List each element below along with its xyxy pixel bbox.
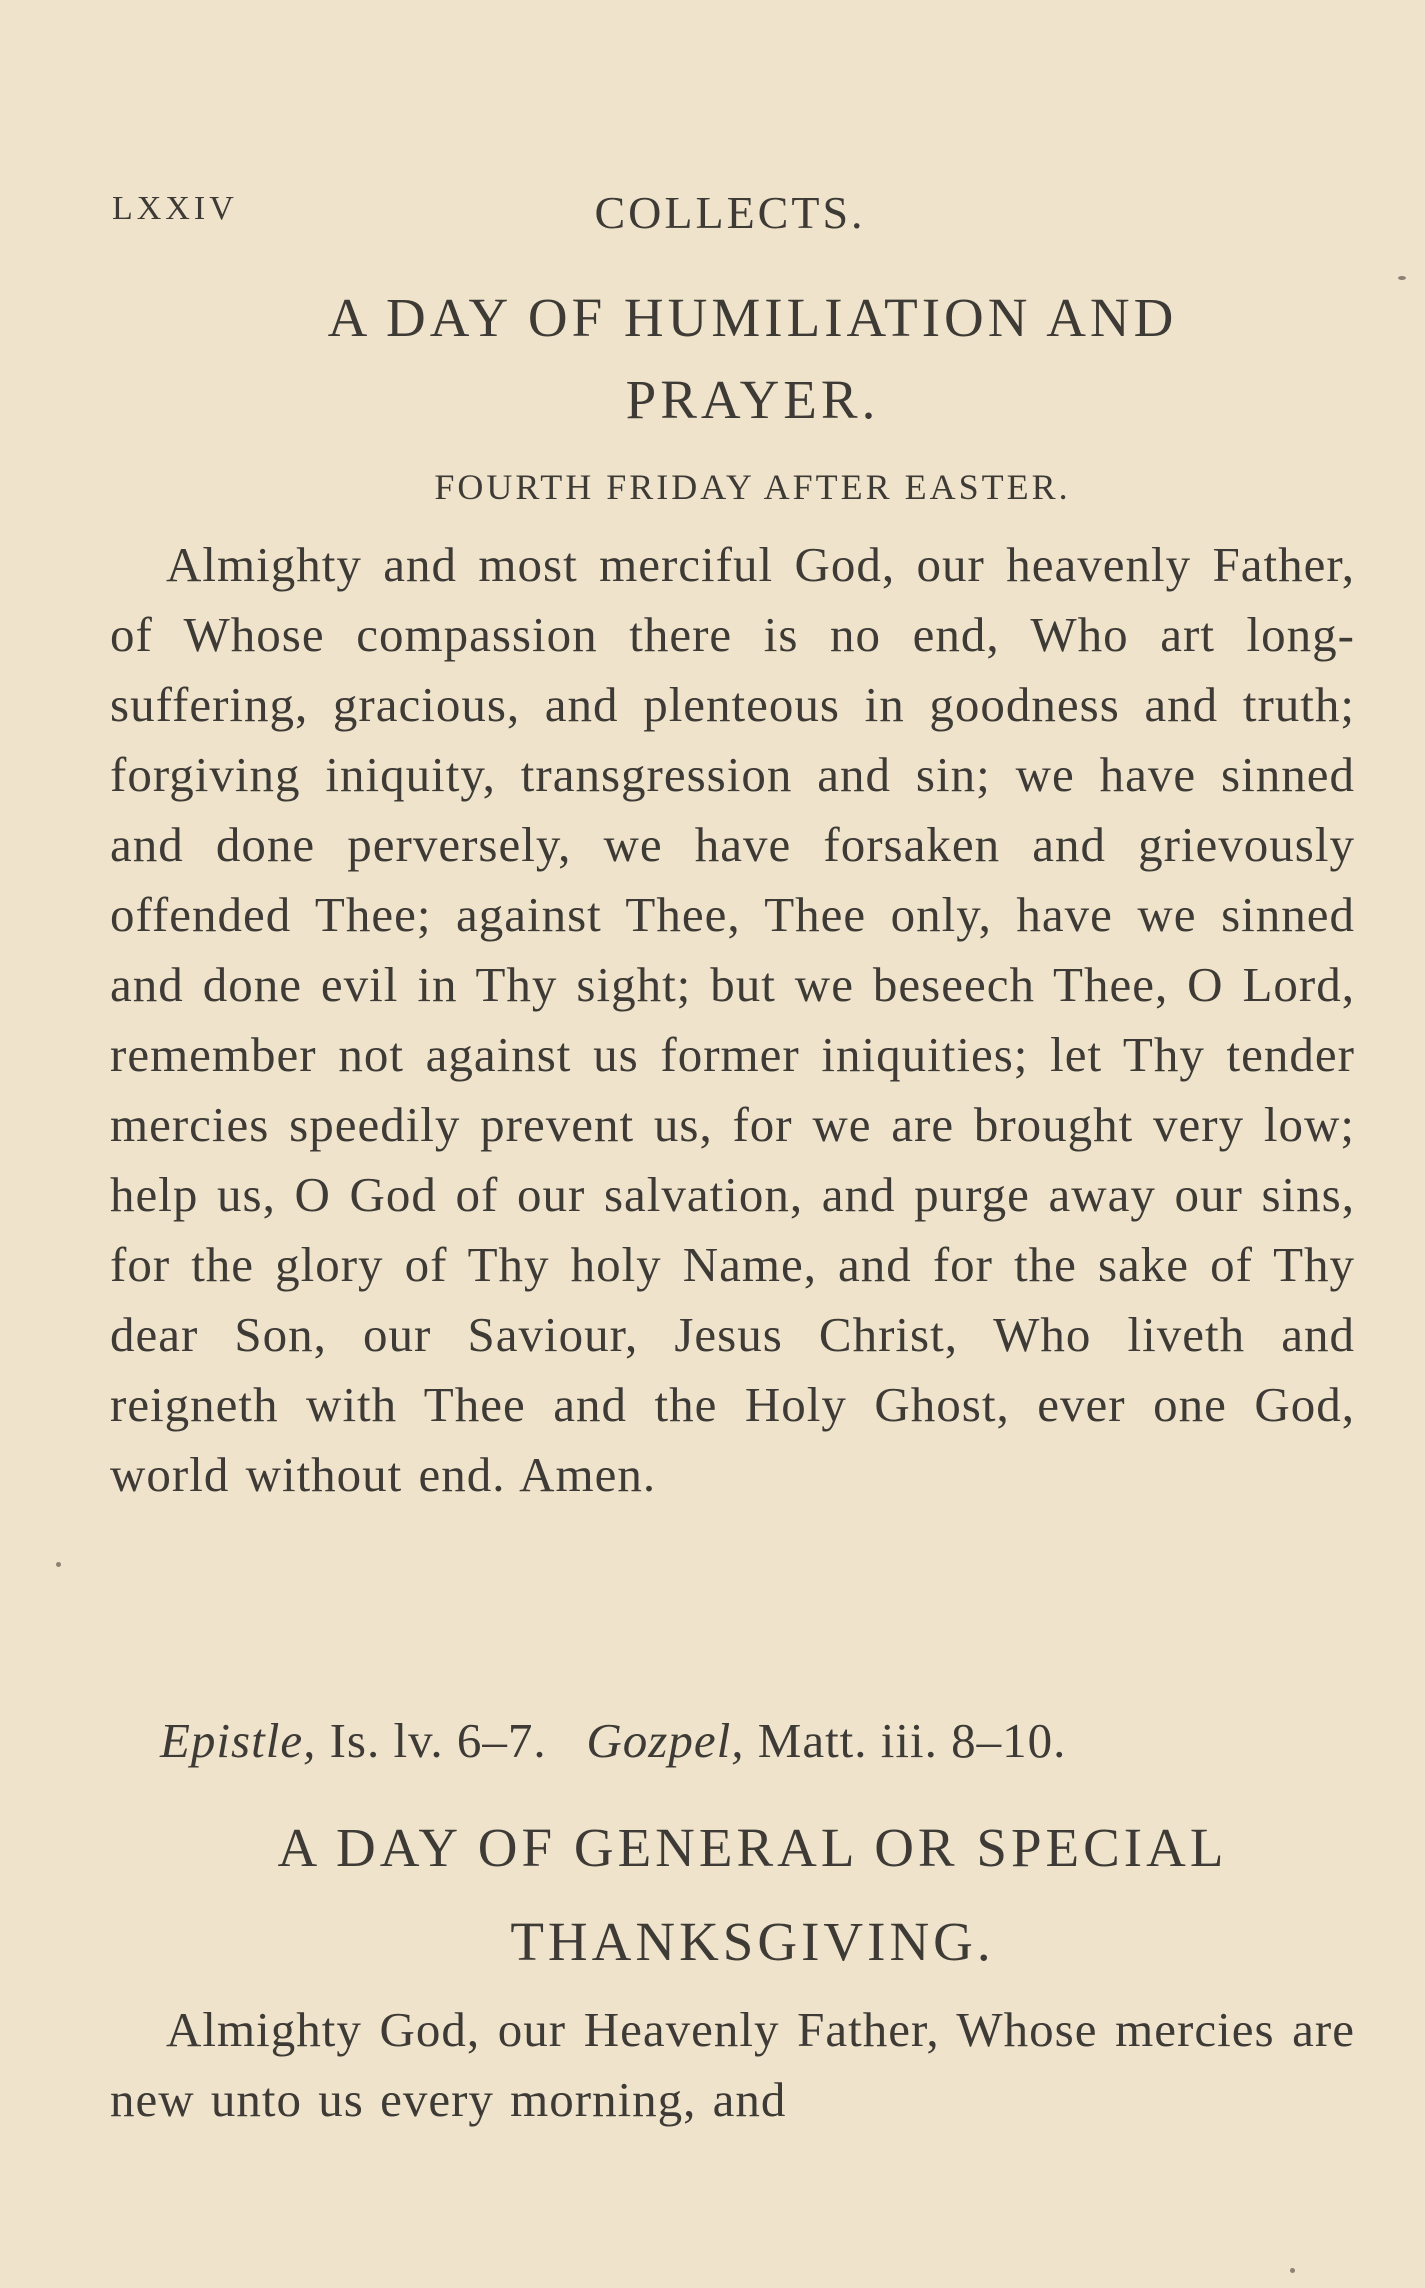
gospel-label: Gozpel, — [586, 1713, 745, 1768]
collect-thanksgiving: Almighty God, our Heavenly Father, Whose mercies are new unto us every morning, and — [110, 2002, 1355, 2127]
paper-speck — [1398, 276, 1406, 280]
epistle-label: Epistle, — [160, 1713, 317, 1768]
section-title-thanksgiving-line1: A DAY OF GENERAL OR SPECIAL — [277, 1817, 1228, 1878]
collect-humiliation: Almighty and most merciful God, our heavenly Father, of Whose compassion there is no end, Who art long-suffering, gracious, and plenteous in goodness and truth; forgiving iniquity, transgression and sin; we have sinned and done perversely, we have forsaken and grievously offended Thee; against Thee, Thee only, have we sinned and done evil in Thy sight; but we beseech Thee, O Lord, remember not against us former iniquities; let Thy tender mercies speedily prevent us, for we are brought very low; help us, O God of our salvation, and purge away our sins, for the glory of Thy holy Name, and for the sake of Thy dear Son, our Saviour, Jesus Christ, Who liveth and reigneth with Thee and the Holy Ghost, ever one God, world without end. Amen. — [110, 537, 1355, 1502]
paper-speck — [1290, 2268, 1295, 2273]
scripture-references — [160, 1712, 1360, 1769]
section-subtitle: FOURTH FRIDAY AFTER EASTER. — [434, 467, 1071, 507]
section-title-thanksgiving-line2: THANKSGIVING. — [510, 1911, 995, 1972]
gospel-reference: Matt. iii. 8–10. — [757, 1713, 1067, 1768]
paper-speck — [56, 1562, 61, 1567]
section-title-humiliation-line2: PRAYER. — [625, 369, 880, 430]
epistle-reference: Is. lv. 6–7. — [329, 1713, 547, 1768]
running-head: COLLECTS. — [594, 187, 866, 238]
page-number: LXXIV — [112, 190, 238, 227]
section-title-humiliation-line1: A DAY OF HUMILIATION AND — [327, 287, 1178, 348]
